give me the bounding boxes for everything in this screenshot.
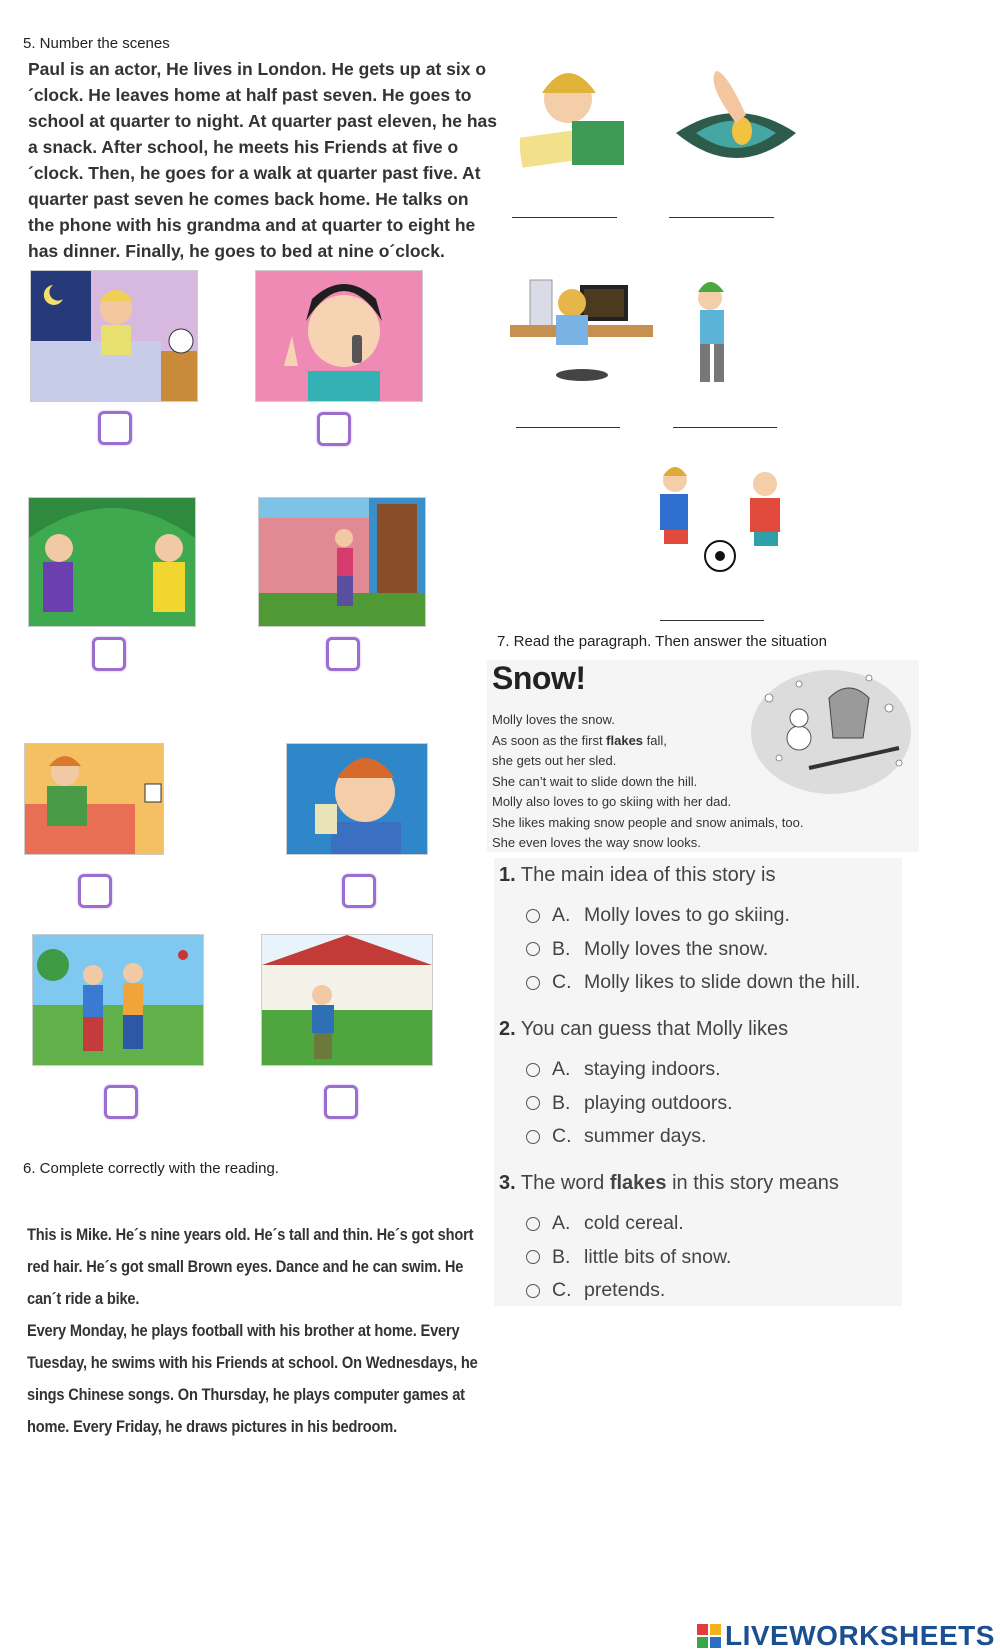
answer-blank-2[interactable] <box>669 217 774 218</box>
q1-option-a[interactable]: A. Molly loves to go skiing. <box>526 899 860 933</box>
scene-2-checkbox[interactable] <box>317 412 351 446</box>
q2-option-b[interactable]: B. playing outdoors. <box>526 1087 733 1121</box>
question-2-options <box>494 1053 733 1154</box>
quiz-panel <box>494 858 902 1306</box>
question-3-options <box>494 1207 731 1308</box>
section-6-reading <box>27 1219 483 1443</box>
girl-swimming-image <box>666 63 806 175</box>
radio-icon[interactable] <box>526 909 540 923</box>
section-6-paragraph-2: Every Monday, he plays football with his brother at home. Every Tuesday, he swims with his Friends at school. On Wednesdays, he sings Chinese songs. On Thursday, he plays computer games at home. Every Friday, he draws pictures in his bedroom. <box>27 1321 478 1436</box>
radio-icon[interactable] <box>526 942 540 956</box>
story-line-2: As soon as the first flakes fall, <box>492 732 667 748</box>
q1-option-c[interactable]: C. Molly likes to slide down the hill. <box>526 966 860 1000</box>
boy-computer-image <box>510 275 653 403</box>
answer-blank-5[interactable] <box>660 620 764 621</box>
story-line-3: she gets out her sled. <box>492 753 617 768</box>
liveworksheets-logo <box>697 1620 995 1652</box>
radio-icon[interactable] <box>526 1063 540 1077</box>
story-line-7: She even loves the way snow looks. <box>492 835 701 850</box>
radio-icon[interactable] <box>526 1130 540 1144</box>
answer-blank-4[interactable] <box>673 427 777 428</box>
story-line-5: Molly also loves to go skiing with her dad. <box>492 794 732 809</box>
boy-drawing-image <box>520 63 630 171</box>
story-line-1: Molly loves the snow. <box>492 712 615 727</box>
section-5-title: 5. Number the scenes <box>23 35 170 52</box>
question-2 <box>499 1018 788 1041</box>
scene-6-checkbox[interactable] <box>342 874 376 908</box>
liveworksheets-logo-text: LIVEWORKSHEETS <box>725 1620 995 1651</box>
section-7-title: 7. Read the paragraph. Then answer the situation <box>497 633 827 650</box>
boys-playing-football-image <box>650 464 800 604</box>
question-1 <box>499 864 775 887</box>
scene-girl-leaving-home-image <box>258 497 426 627</box>
q2-option-c[interactable]: C. summer days. <box>526 1120 733 1154</box>
question-1-options <box>494 899 860 1000</box>
radio-icon[interactable] <box>526 1284 540 1298</box>
scene-5-checkbox[interactable] <box>78 874 112 908</box>
q3-option-a[interactable]: A. cold cereal. <box>526 1207 731 1241</box>
radio-icon[interactable] <box>526 976 540 990</box>
question-1-text: 1. The main idea of this story is <box>499 864 776 886</box>
scene-boy-snack-image <box>286 743 428 855</box>
story-text <box>492 710 803 854</box>
q3-option-b[interactable]: B. little bits of snow. <box>526 1241 731 1275</box>
liveworksheets-logo-icon <box>697 1624 721 1648</box>
scene-1-checkbox[interactable] <box>98 411 132 445</box>
q1-option-b[interactable]: B. Molly loves the snow. <box>526 933 860 967</box>
story-line-6: She likes making snow people and snow animals, too. <box>492 814 804 830</box>
scene-4-checkbox[interactable] <box>326 637 360 671</box>
radio-icon[interactable] <box>526 1250 540 1264</box>
scene-boy-on-phone-image <box>255 270 423 402</box>
scene-girl-waking-image <box>24 743 164 855</box>
boy-singing-image <box>670 280 755 390</box>
q2-option-a[interactable]: A. staying indoors. <box>526 1053 733 1087</box>
answer-blank-1[interactable] <box>512 217 617 218</box>
story-line-4: She can’t wait to slide down the hill. <box>492 773 698 789</box>
scene-8-checkbox[interactable] <box>324 1085 358 1119</box>
scene-3-checkbox[interactable] <box>92 637 126 671</box>
radio-icon[interactable] <box>526 1096 540 1110</box>
question-2-text: 2. You can guess that Molly likes <box>499 1018 789 1040</box>
scene-boys-walking-image <box>32 934 204 1066</box>
scene-boy-waking-up-image <box>30 270 198 402</box>
q3-option-c[interactable]: C. pretends. <box>526 1274 731 1308</box>
section-6-paragraph-1: This is Mike. He´s nine years old. He´s tall and thin. He´s got short red hair. He´s got small Brown eyes. Dance and he can swim. He can´t ride a bike. <box>27 1225 474 1308</box>
radio-icon[interactable] <box>526 1217 540 1231</box>
answer-blank-3[interactable] <box>516 427 620 428</box>
scene-7-checkbox[interactable] <box>104 1085 138 1119</box>
section-5-reading: Paul is an actor, He lives in London. He gets up at six o´clock. He leaves home at half past seven. He goes to school at quarter to night. At quarter past eleven, he has a snack. After school, he meets his Friends at five o´clock. Then, he goes for a walk at quarter past five. At quarter past seven he comes back home. He talks on the phone with his grandma and at quarter to eight he has dinner. Finally, he goes to bed at nine o´clock. <box>28 59 498 261</box>
scene-boys-meeting-image <box>28 497 196 627</box>
scene-boy-to-school-image <box>261 934 433 1066</box>
story-title: Snow! <box>492 660 586 696</box>
question-3-text: 3. The word flakes in this story means <box>499 1172 839 1194</box>
snow-story-panel <box>487 660 919 852</box>
section-6-title: 6. Complete correctly with the reading. <box>23 1160 279 1177</box>
question-3 <box>499 1172 839 1195</box>
